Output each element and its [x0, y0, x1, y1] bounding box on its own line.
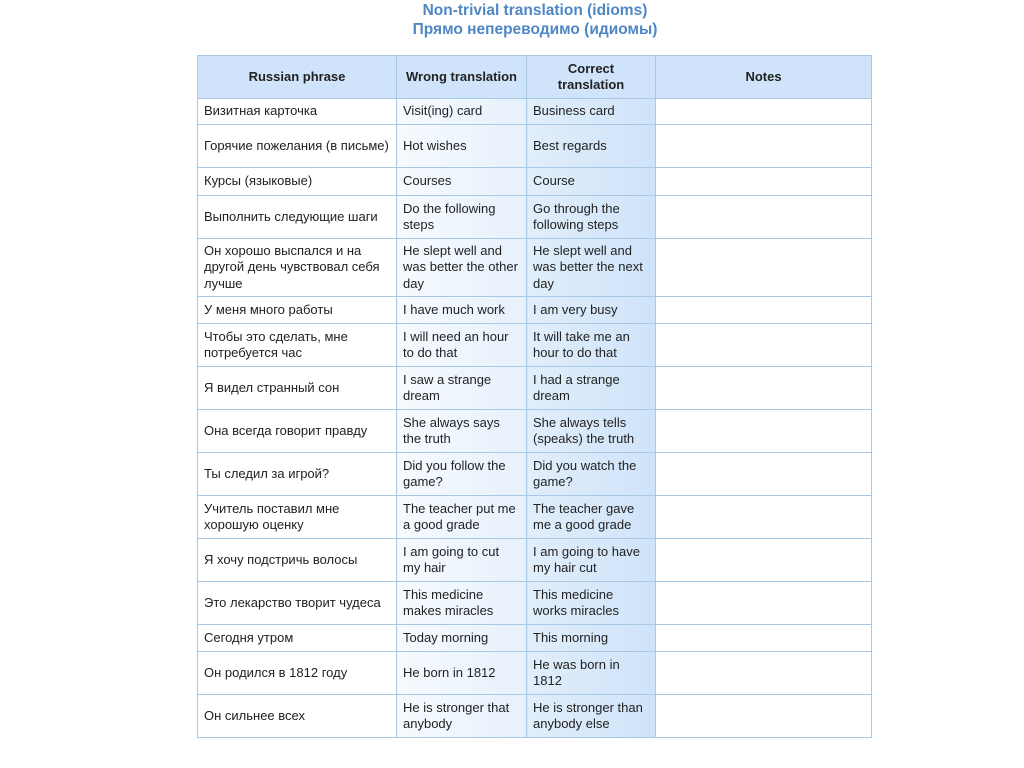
notes-cell	[656, 453, 872, 496]
wrong-translation-cell: She always says the truth	[397, 410, 527, 453]
wrong-translation-cell: He slept well and was better the other day	[397, 239, 527, 297]
wrong-translation-cell: Courses	[397, 168, 527, 196]
notes-cell	[656, 582, 872, 625]
correct-translation-cell: It will take me an hour to do that	[527, 324, 656, 367]
table-header-row	[198, 56, 872, 99]
idioms-table	[197, 55, 872, 738]
table-row	[198, 625, 872, 652]
table-row	[198, 297, 872, 324]
wrong-translation-cell: Visit(ing) card	[397, 99, 527, 125]
wrong-translation-cell: He born in 1812	[397, 652, 527, 695]
table-row	[198, 652, 872, 695]
page-subtitle: Прямо непереводимо (идиомы)	[412, 21, 658, 38]
russian-phrase-cell: Она всегда говорит правду	[198, 410, 397, 453]
russian-phrase-cell: Горячие пожелания (в письме)	[198, 125, 397, 168]
table-row	[198, 410, 872, 453]
russian-phrase-cell: Я хочу подстричь волосы	[198, 539, 397, 582]
notes-cell	[656, 125, 872, 168]
wrong-translation-cell: Today morning	[397, 625, 527, 652]
notes-cell	[656, 297, 872, 324]
wrong-translation-cell: I will need an hour to do that	[397, 324, 527, 367]
russian-phrase-cell: Сегодня утром	[198, 625, 397, 652]
russian-phrase-cell: Я видел странный сон	[198, 367, 397, 410]
notes-cell	[656, 539, 872, 582]
table-row	[198, 367, 872, 410]
russian-phrase-cell: Ты следил за игрой?	[198, 453, 397, 496]
header-notes: Notes	[656, 56, 872, 99]
notes-cell	[656, 196, 872, 239]
wrong-translation-cell: This medicine makes miracles	[397, 582, 527, 625]
notes-cell	[656, 625, 872, 652]
notes-cell	[656, 410, 872, 453]
correct-translation-cell: Did you watch the game?	[527, 453, 656, 496]
table-row	[198, 168, 872, 196]
notes-cell	[656, 324, 872, 367]
russian-phrase-cell: Курсы (языковые)	[198, 168, 397, 196]
russian-phrase-cell: Выполнить следующие шаги	[198, 196, 397, 239]
table-row	[198, 582, 872, 625]
correct-translation-cell: Course	[527, 168, 656, 196]
header-correct-translation: Correct translation	[527, 56, 656, 99]
notes-cell	[656, 168, 872, 196]
table-row	[198, 453, 872, 496]
correct-translation-cell: I am going to have my hair cut	[527, 539, 656, 582]
wrong-translation-cell: Did you follow the game?	[397, 453, 527, 496]
correct-translation-cell: He slept well and was better the next day	[527, 239, 656, 297]
correct-translation-cell: The teacher gave me a good grade	[527, 496, 656, 539]
correct-translation-cell: I had a strange dream	[527, 367, 656, 410]
notes-cell	[656, 99, 872, 125]
russian-phrase-cell: Он хорошо выспался и на другой день чувствовал себя лучше	[198, 239, 397, 297]
correct-translation-cell: Best regards	[527, 125, 656, 168]
page-title: Non-trivial translation (idioms)	[422, 2, 648, 19]
russian-phrase-cell: Визитная карточка	[198, 99, 397, 125]
table-row	[198, 125, 872, 168]
correct-translation-cell: This morning	[527, 625, 656, 652]
table-row	[198, 196, 872, 239]
wrong-translation-cell: Do the following steps	[397, 196, 527, 239]
correct-translation-cell: Go through the following steps	[527, 196, 656, 239]
header-russian-phrase: Russian phrase	[198, 56, 397, 99]
russian-phrase-cell: Он сильнее всех	[198, 695, 397, 738]
notes-cell	[656, 695, 872, 738]
wrong-translation-cell: He is stronger that anybody	[397, 695, 527, 738]
table-row	[198, 539, 872, 582]
russian-phrase-cell: У меня много работы	[198, 297, 397, 324]
russian-phrase-cell: Чтобы это сделать, мне потребуется час	[198, 324, 397, 367]
notes-cell	[656, 652, 872, 695]
wrong-translation-cell: Hot wishes	[397, 125, 527, 168]
correct-translation-cell: He was born in 1812	[527, 652, 656, 695]
russian-phrase-cell: Это лекарство творит чудеса	[198, 582, 397, 625]
wrong-translation-cell: The teacher put me a good grade	[397, 496, 527, 539]
notes-cell	[656, 367, 872, 410]
notes-cell	[656, 496, 872, 539]
table-row	[198, 99, 872, 125]
table-row	[198, 695, 872, 738]
correct-translation-cell: Business card	[527, 99, 656, 125]
correct-translation-cell: He is stronger than anybody else	[527, 695, 656, 738]
correct-translation-cell: I am very busy	[527, 297, 656, 324]
correct-translation-cell: She always tells (speaks) the truth	[527, 410, 656, 453]
table-row	[198, 496, 872, 539]
header-wrong-translation: Wrong translation	[397, 56, 527, 99]
wrong-translation-cell: I have much work	[397, 297, 527, 324]
table-row	[198, 239, 872, 297]
table-row	[198, 324, 872, 367]
wrong-translation-cell: I am going to cut my hair	[397, 539, 527, 582]
russian-phrase-cell: Он родился в 1812 году	[198, 652, 397, 695]
notes-cell	[656, 239, 872, 297]
russian-phrase-cell: Учитель поставил мне хорошую оценку	[198, 496, 397, 539]
correct-translation-cell: This medicine works miracles	[527, 582, 656, 625]
wrong-translation-cell: I saw a strange dream	[397, 367, 527, 410]
